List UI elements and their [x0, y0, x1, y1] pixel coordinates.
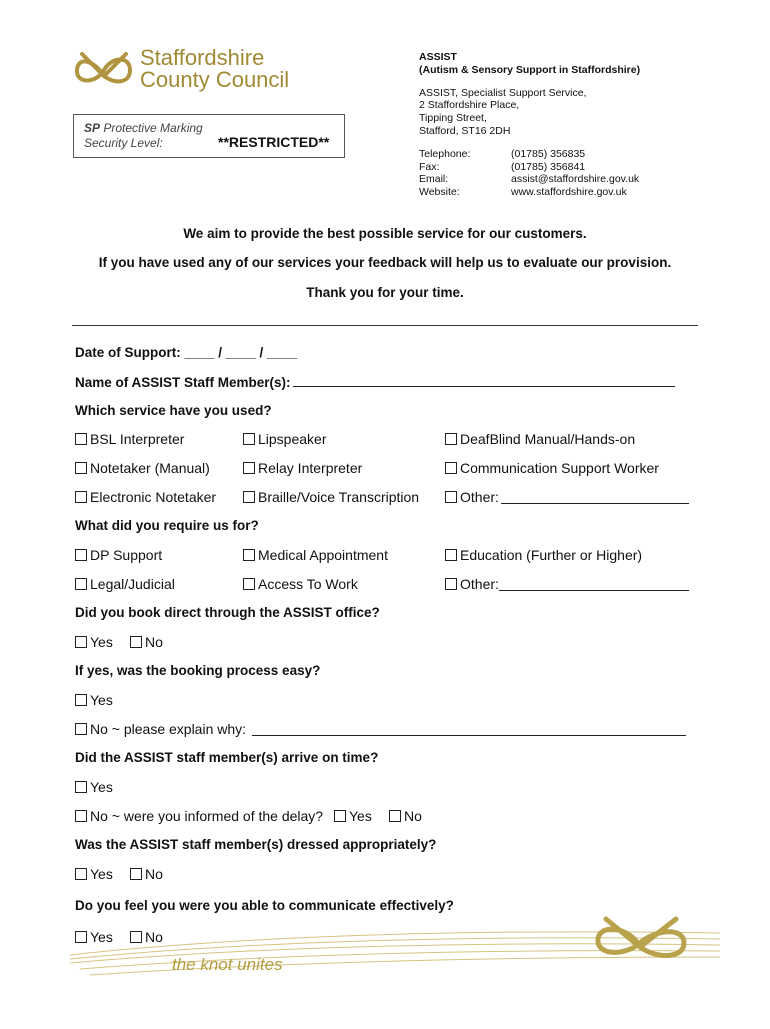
intro-line-3: Thank you for your time. — [306, 285, 464, 300]
informed-yes[interactable] — [334, 808, 372, 824]
org-name-line2: County Council — [140, 67, 290, 92]
option-label: Yes — [90, 692, 113, 708]
option-label: Other: — [460, 576, 499, 592]
option-label: No — [145, 634, 163, 650]
fax-row — [419, 161, 749, 174]
option-bsl-interpreter[interactable] — [75, 431, 184, 447]
option-label: No — [404, 808, 422, 824]
email-label: Email: — [419, 173, 449, 186]
ontime-yes[interactable] — [75, 779, 113, 795]
option-dp-support[interactable] — [75, 547, 162, 563]
direct-no[interactable] — [130, 634, 163, 650]
date-of-support-field[interactable]: Date of Support: ____ / ____ / ____ — [75, 345, 298, 360]
checkbox[interactable] — [445, 491, 457, 503]
security-level-value: **RESTRICTED** — [218, 134, 330, 150]
option-deafblind[interactable] — [445, 431, 635, 447]
staff-member-label: Name of ASSIST Staff Member(s): — [75, 375, 291, 390]
option-medical[interactable] — [243, 547, 388, 563]
option-label: DP Support — [90, 547, 163, 563]
checkbox[interactable] — [243, 549, 255, 561]
require-question: What did you require us for? — [75, 518, 259, 533]
footer-knot-icon — [598, 919, 684, 956]
dressed-no[interactable] — [130, 866, 163, 882]
contact-title: ASSIST — [419, 51, 457, 63]
checkbox[interactable] — [75, 549, 87, 561]
informed-no[interactable] — [389, 808, 422, 824]
option-label: Other: — [460, 489, 499, 505]
option-label: Yes — [90, 779, 113, 795]
easy-yes[interactable] — [75, 692, 113, 708]
communicate-question: Do you feel you were you able to communicate effectively? — [75, 898, 454, 913]
staff-member-field[interactable] — [75, 374, 675, 390]
address-line: 2 Staffordshire Place, — [419, 99, 520, 112]
org-name-line1: Staffordshire — [140, 45, 265, 70]
option-label: Yes — [90, 929, 113, 945]
checkbox[interactable] — [75, 810, 87, 822]
checkbox[interactable] — [75, 636, 87, 648]
option-label: Relay Interpreter — [258, 460, 363, 476]
option-require-other[interactable] — [445, 576, 689, 592]
option-label: Communication Support Worker — [460, 460, 659, 476]
option-label: No ~ were you informed of the delay? — [90, 808, 324, 824]
easy-no[interactable] — [75, 721, 686, 737]
option-label: Legal/Judicial — [90, 576, 175, 592]
option-label: Lipspeaker — [258, 431, 327, 447]
fax-value: (01785) 356841 — [511, 160, 586, 173]
footer-tagline: the knot unites — [172, 955, 283, 974]
option-label: No — [145, 866, 163, 882]
address-line: Stafford, ST16 2DH — [419, 124, 511, 137]
checkbox[interactable] — [445, 578, 457, 590]
intro-line-2: If you have used any of our services your feedback will help us to evaluate our provision. — [98, 255, 672, 270]
checkbox[interactable] — [130, 636, 142, 648]
email-value[interactable]: assist@staffordshire.gov.uk — [511, 173, 640, 186]
dressed-question: Was the ASSIST staff member(s) dressed appropriately? — [75, 837, 437, 852]
marking-label-rest: Protective Marking — [100, 121, 203, 135]
email-row — [419, 173, 749, 186]
checkbox[interactable] — [75, 723, 87, 735]
option-label: Yes — [349, 808, 372, 824]
option-education[interactable] — [445, 547, 642, 563]
dressed-yes[interactable] — [75, 866, 113, 882]
checkbox[interactable] — [75, 578, 87, 590]
divider — [72, 325, 698, 326]
telephone-row — [419, 148, 749, 161]
option-label: Medical Appointment — [258, 547, 388, 563]
option-legal[interactable] — [75, 576, 175, 592]
option-label: DeafBlind Manual/Hands-on — [460, 431, 636, 447]
checkbox[interactable] — [75, 868, 87, 880]
option-label: No — [145, 929, 163, 945]
checkbox[interactable] — [445, 433, 457, 445]
footer-swoosh — [0, 905, 770, 1029]
marking-label — [84, 121, 203, 135]
option-label: Electronic Notetaker — [90, 489, 217, 505]
checkbox[interactable] — [445, 549, 457, 561]
website-label: Website: — [419, 186, 460, 199]
checkbox[interactable] — [243, 433, 255, 445]
option-electronic-notetaker[interactable] — [75, 489, 216, 505]
website-value[interactable]: www.staffordshire.gov.uk — [511, 186, 627, 199]
booking-easy-question: If yes, was the booking process easy? — [75, 663, 321, 678]
option-label: Notetaker (Manual) — [90, 460, 210, 476]
telephone-value: (01785) 356835 — [511, 147, 586, 160]
option-access-to-work[interactable] — [243, 576, 358, 592]
checkbox[interactable] — [75, 462, 87, 474]
other-line[interactable] — [501, 491, 689, 504]
option-braille-voice[interactable] — [243, 489, 419, 505]
checkbox[interactable] — [334, 810, 346, 822]
option-label: Education (Further or Higher) — [460, 547, 643, 563]
service-question: Which service have you used? — [75, 403, 272, 418]
telephone-label: Telephone: — [419, 147, 471, 160]
option-label: No ~ please explain why: — [90, 721, 247, 737]
option-service-other[interactable] — [445, 489, 689, 505]
website-row — [419, 186, 749, 199]
direct-yes[interactable] — [75, 634, 113, 650]
checkbox[interactable] — [75, 433, 87, 445]
option-label: Yes — [90, 866, 113, 882]
option-label: Yes — [90, 634, 113, 650]
contact-block — [419, 51, 749, 199]
on-time-question: Did the ASSIST staff member(s) arrive on time? — [75, 750, 379, 765]
protective-marking-box — [73, 114, 345, 158]
fax-label: Fax: — [419, 160, 440, 173]
option-notetaker-manual[interactable] — [75, 460, 210, 476]
checkbox[interactable] — [130, 868, 142, 880]
option-label: Access To Work — [258, 576, 358, 592]
checkbox[interactable] — [75, 694, 87, 706]
checkbox[interactable] — [75, 491, 87, 503]
checkbox[interactable] — [243, 462, 255, 474]
checkbox[interactable] — [243, 491, 255, 503]
option-lipspeaker[interactable] — [243, 431, 327, 447]
staff-member-line[interactable] — [293, 374, 675, 387]
checkbox[interactable] — [445, 462, 457, 474]
option-label: Braille/Voice Transcription — [258, 489, 420, 505]
other-line[interactable] — [499, 578, 689, 591]
option-relay-interpreter[interactable] — [243, 460, 362, 476]
address-line: ASSIST, Specialist Support Service, — [419, 86, 587, 99]
address-line: Tipping Street, — [419, 112, 487, 125]
option-label: BSL Interpreter — [90, 431, 185, 447]
org-name — [140, 47, 289, 91]
staffordshire-knot-logo — [72, 46, 136, 92]
option-communication-support[interactable] — [445, 460, 659, 476]
marking-label-bold: SP — [84, 121, 101, 135]
explain-line[interactable] — [252, 723, 686, 736]
checkbox[interactable] — [75, 781, 87, 793]
checkbox[interactable] — [243, 578, 255, 590]
checkbox[interactable] — [389, 810, 401, 822]
ontime-no[interactable] — [75, 808, 323, 824]
intro-line-1: We aim to provide the best possible service for our customers. — [183, 226, 587, 241]
security-level-label: Security Level: — [84, 136, 163, 150]
direct-booking-question: Did you book direct through the ASSIST office? — [75, 605, 380, 620]
contact-subtitle: (Autism & Sensory Support in Staffordshire) — [419, 63, 641, 76]
